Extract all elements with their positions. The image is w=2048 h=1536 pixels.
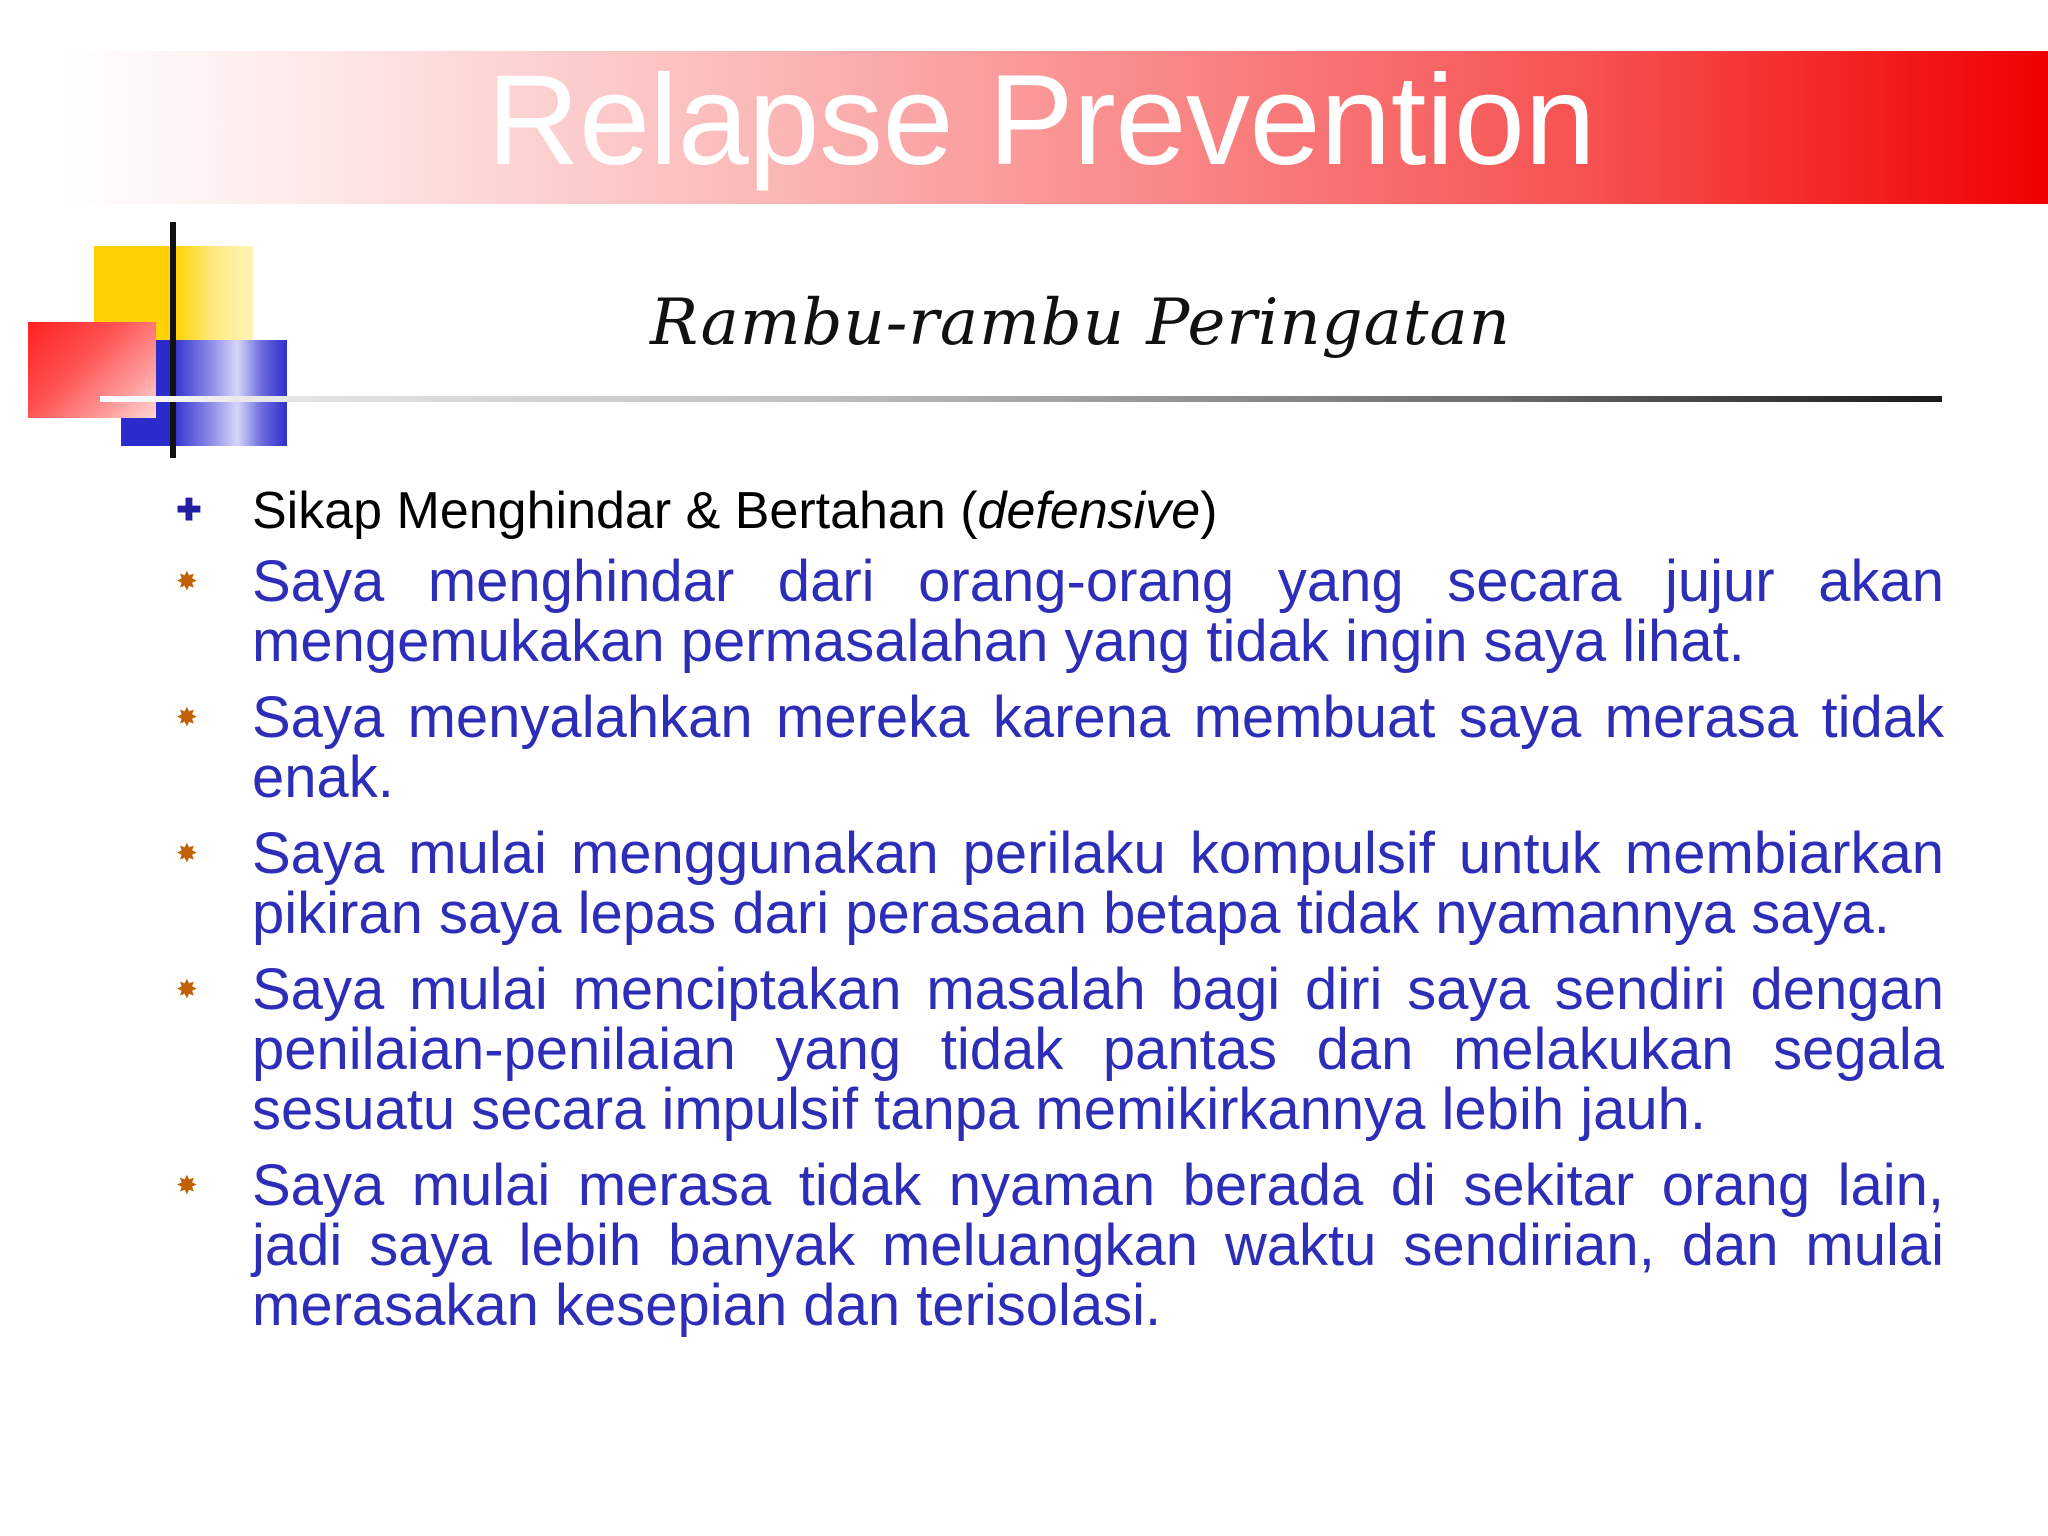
heading-emphasis: defensive [977, 482, 1201, 540]
plus-bullet-icon: ✚ [176, 494, 202, 527]
bullet-item [170, 957, 1944, 1142]
heading-close: ) [1200, 482, 1218, 540]
star-bullet-icon: ✸ [176, 838, 198, 868]
heading-text: Sikap Menghindar & Bertahan ( [252, 482, 978, 540]
bullet-text: Saya menghindar dari orang-orang yang secara jujur akan mengemukakan permasalahan yang tidak ingin saya lihat. [252, 549, 1944, 674]
bullet-item [170, 1153, 1944, 1338]
decor-red-square [28, 322, 156, 418]
bullet-text: Saya mulai menciptakan masalah bagi diri saya sendiri dengan penilaian-penilaian yang tidak pantas dan melakukan segala sesuatu secara impulsif tanpa memikirkannya lebih jauh. [252, 957, 1944, 1142]
bullet-item [170, 685, 1944, 810]
star-bullet-icon: ✸ [176, 1170, 198, 1200]
star-bullet-icon: ✸ [176, 566, 198, 596]
decor-vertical-line [170, 222, 176, 458]
slide-title: Relapse Prevention [487, 49, 1596, 192]
bullet-text: Saya menyalahkan mereka karena membuat saya merasa tidak enak. [252, 685, 1944, 810]
bullet-text: Saya mulai menggunakan perilaku kompulsif untuk membiarkan pikiran saya lepas dari perasaan betapa tidak nyamannya saya. [252, 821, 1944, 946]
bullet-text: Saya mulai merasa tidak nyaman berada di sekitar orang lain, jadi saya lebih banyak meluangkan waktu sendirian, dan mulai merasakan kesepian dan terisolasi. [252, 1153, 1944, 1338]
bullet-heading [170, 472, 1944, 550]
title-divider-line [100, 396, 1942, 402]
slide-subtitle: Rambu-rambu Peringatan [650, 286, 1511, 360]
bullet-list [170, 472, 1944, 1352]
bullet-item [170, 821, 1944, 946]
bullet-item [170, 549, 1944, 674]
star-bullet-icon: ✸ [176, 974, 198, 1004]
star-bullet-icon: ✸ [176, 702, 198, 732]
